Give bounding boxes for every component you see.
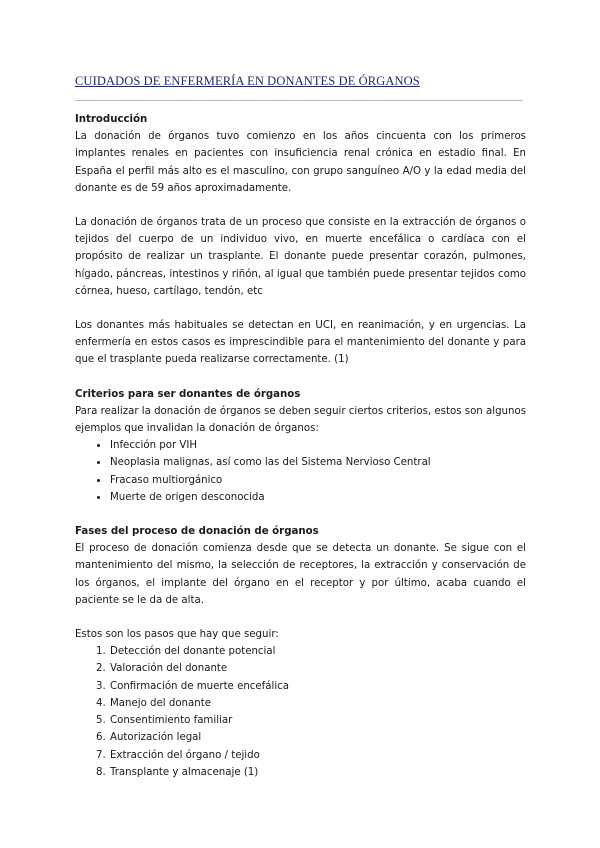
criteria-list <box>75 437 526 506</box>
list-item: • Fracaso multiorgánico <box>109 472 526 489</box>
intro-paragraph-1: La donación de órganos tuvo comienzo en los años cincuenta con los primeros implantes renales en pacientes con insuficiencia renal crónica en estadio final. En España el perfil más alto es el masculino, con grupo sanguíneo A/O y la edad media del donante es de 59 años aproximadamente. <box>75 131 526 194</box>
intro-paragraph-2: La donación de órganos trata de un proceso que consiste en la extracción de órganos o tejidos del cuerpo de un individuo vivo, en muerte encefálica o cardíaca con el propósito de realizar un trasplante. El donante puede presentar corazón, pulmones, hígado, páncreas, intestinos y riñón, al igual que también puede presentar tejidos como córnea, hueso, cartílago, tendón, etc <box>75 217 526 297</box>
criteria-heading: Criterios para ser donantes de órganos <box>75 388 301 400</box>
list-item: • Neoplasia malignas, así como las del Sistema Nervioso Central <box>109 454 526 471</box>
list-item: 1. Detección del donante potencial <box>109 643 526 660</box>
steps-intro: Estos son los pasos que hay que seguir: <box>75 629 279 641</box>
phases-paragraph: El proceso de donación comienza desde que se detecta un donante. Se sigue con el mantenimiento del mismo, la selección de receptores, la extracción y conservación de los órganos, el implante del órgano en el receptor y por último, acaba cuando el paciente se le da de alta. <box>75 543 526 606</box>
list-item: 7. Extracción del órgano / tejido <box>109 747 526 764</box>
list-item: 5. Consentimiento familiar <box>109 712 526 729</box>
list-item: 6. Autorización legal <box>109 729 526 746</box>
list-item: 3. Confirmación de muerte encefálica <box>109 678 526 695</box>
list-item: 4. Manejo del donante <box>109 695 526 712</box>
steps-list <box>75 643 526 781</box>
document-title: CUIDADOS DE ENFERMERÍA EN DONANTES DE ÓRGANOS <box>75 74 420 88</box>
title-divider <box>75 100 523 101</box>
list-item: 2. Valoración del donante <box>109 660 526 677</box>
criteria-paragraph: Para realizar la donación de órganos se deben seguir ciertos criterios, estos son algunos ejemplos que invalidan la donación de órganos: <box>75 405 526 435</box>
list-item: • Muerte de origen desconocida <box>109 489 526 506</box>
list-item: 8. Transplante y almacenaje (1) <box>109 764 526 781</box>
intro-heading: Introducción <box>75 114 148 125</box>
list-item: • Infección por VIH <box>109 437 526 454</box>
intro-paragraph-3: Los donantes más habituales se detectan en UCI, en reanimación, y en urgencias. La enfermería en estos casos es imprescindible para el mantenimiento del donante y para que el trasplante pueda realizarse correctamente. (1) <box>75 320 526 366</box>
phases-heading: Fases del proceso de donación de órganos <box>75 526 319 538</box>
document-body <box>75 111 526 781</box>
